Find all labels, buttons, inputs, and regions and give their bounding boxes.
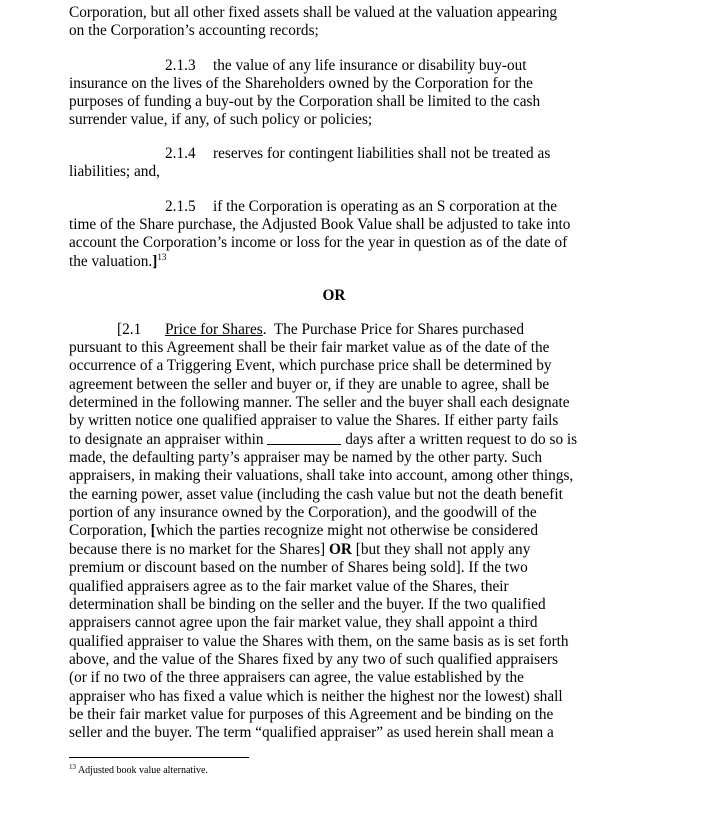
text-line xyxy=(69,253,166,271)
text-line: premium or discount based on the number of Shares being sold]. If the two xyxy=(69,559,528,576)
text-line: occurrence of a Triggering Event, which purchase price shall be determined by xyxy=(69,357,552,374)
text-span: if the Corporation is operating as an S corporation at the xyxy=(213,198,558,215)
or-separator: OR xyxy=(322,287,346,304)
text-line: made, the defaulting party’s appraiser may be named by the other party. Such xyxy=(69,449,543,466)
clause-2-1-3-first-line xyxy=(165,57,527,75)
text-line: the earning power, asset value (including the cash value but not the death benefit xyxy=(69,486,563,503)
closing-bracket: ] xyxy=(152,253,158,270)
text-line xyxy=(69,522,538,540)
text-line: seller and the buyer. The term “qualified appraiser” as used herein shall mean a xyxy=(69,724,554,741)
text-line: appraisers cannot agree upon the fair market value, they shall appoint a third xyxy=(69,614,538,631)
text-line: surrender value, if any, of such policy or policies; xyxy=(69,111,373,128)
clause-2-1-5-first-line xyxy=(165,198,557,216)
text-line: on the Corporation’s accounting records; xyxy=(69,22,319,39)
or-inline: OR xyxy=(328,541,352,558)
text-line: qualified appraisers agree as to the fair market value of the Shares, their xyxy=(69,578,509,595)
text-line: determined in the following manner. The seller and the buyer shall each designate xyxy=(69,394,570,411)
clause-2-1-4-first-line xyxy=(165,145,550,163)
clause-2-1-alt-first-line xyxy=(117,321,524,339)
text-line xyxy=(69,431,577,449)
text-line: determination shall be binding on the seller and the buyer. If the two qualified xyxy=(69,596,546,613)
text-line: be their fair market value for purposes of this Agreement and be binding on the xyxy=(69,706,554,723)
text-line: time of the Share purchase, the Adjusted Book Value shall be adjusted to take into xyxy=(69,216,571,233)
text-span: Corporation, xyxy=(69,522,151,539)
text-line: by written notice one qualified appraiser to value the Shares. If either party fails xyxy=(69,412,559,429)
text-line: qualified appraiser to value the Shares with them, on the same basis as is set forth xyxy=(69,633,569,650)
text-span: . The Purchase Price for Shares purchased xyxy=(262,321,525,338)
text-line: portion of any insurance owned by the Corporation), and the goodwill of the xyxy=(69,504,537,521)
text-span: days after a written request to do so is xyxy=(341,431,578,448)
text-span: because there is no market for the Shares] xyxy=(69,541,329,558)
text-line: agreement between the seller and buyer or, if they are unable to agree, shall be xyxy=(69,376,550,393)
footnote-separator xyxy=(69,757,249,758)
footnote-text: Adjusted book value alternative. xyxy=(76,765,208,776)
text-span: to designate an appraiser within xyxy=(69,431,268,448)
text-line: appraisers, in making their valuations, shall take into account, among other things, xyxy=(69,467,574,484)
footnote-number: 13 xyxy=(69,763,76,771)
text-line xyxy=(69,541,530,559)
text-line: insurance on the lives of the Shareholders owned by the Corporation for the xyxy=(69,75,533,92)
clause-heading: Price for Shares xyxy=(165,321,263,338)
opening-bracket: [ xyxy=(150,522,156,539)
fill-in-blank-days[interactable] xyxy=(267,432,341,445)
footnote-reference[interactable]: 13 xyxy=(157,252,167,262)
text-line: purposes of funding a buy-out by the Corporation shall be limited to the cash xyxy=(69,93,541,110)
text-line: appraiser who has fixed a value which is neither the highest nor the lowest) shall xyxy=(69,688,563,705)
text-span: reserves for contingent liabilities shall not be treated as xyxy=(213,145,551,162)
clause-number: 2.1.4 xyxy=(165,145,196,162)
text-line: pursuant to this Agreement shall be their fair market value as of the date of the xyxy=(69,339,550,356)
text-line: (or if no two of the three appraisers can agree, the value established by the xyxy=(69,669,524,686)
clause-number: [2.1 xyxy=(117,321,142,338)
clause-number: 2.1.3 xyxy=(165,57,196,74)
text-line: liabilities; and, xyxy=(69,163,160,180)
clause-number: 2.1.5 xyxy=(165,198,196,215)
text-span: the value of any life insurance or disability buy-out xyxy=(213,57,527,74)
text-line: account the Corporation’s income or loss for the year in question as of the date of xyxy=(69,234,568,251)
text-line: above, and the value of the Shares fixed by any two of such qualified appraisers xyxy=(69,651,558,668)
footnote xyxy=(69,765,208,776)
text-span: [but they shall not apply any xyxy=(351,541,531,558)
text-span: which the parties recognize might not otherwise be considered xyxy=(155,522,538,539)
text-span: the valuation. xyxy=(69,253,153,270)
text-line: Corporation, but all other fixed assets shall be valued at the valuation appearing xyxy=(69,4,558,21)
